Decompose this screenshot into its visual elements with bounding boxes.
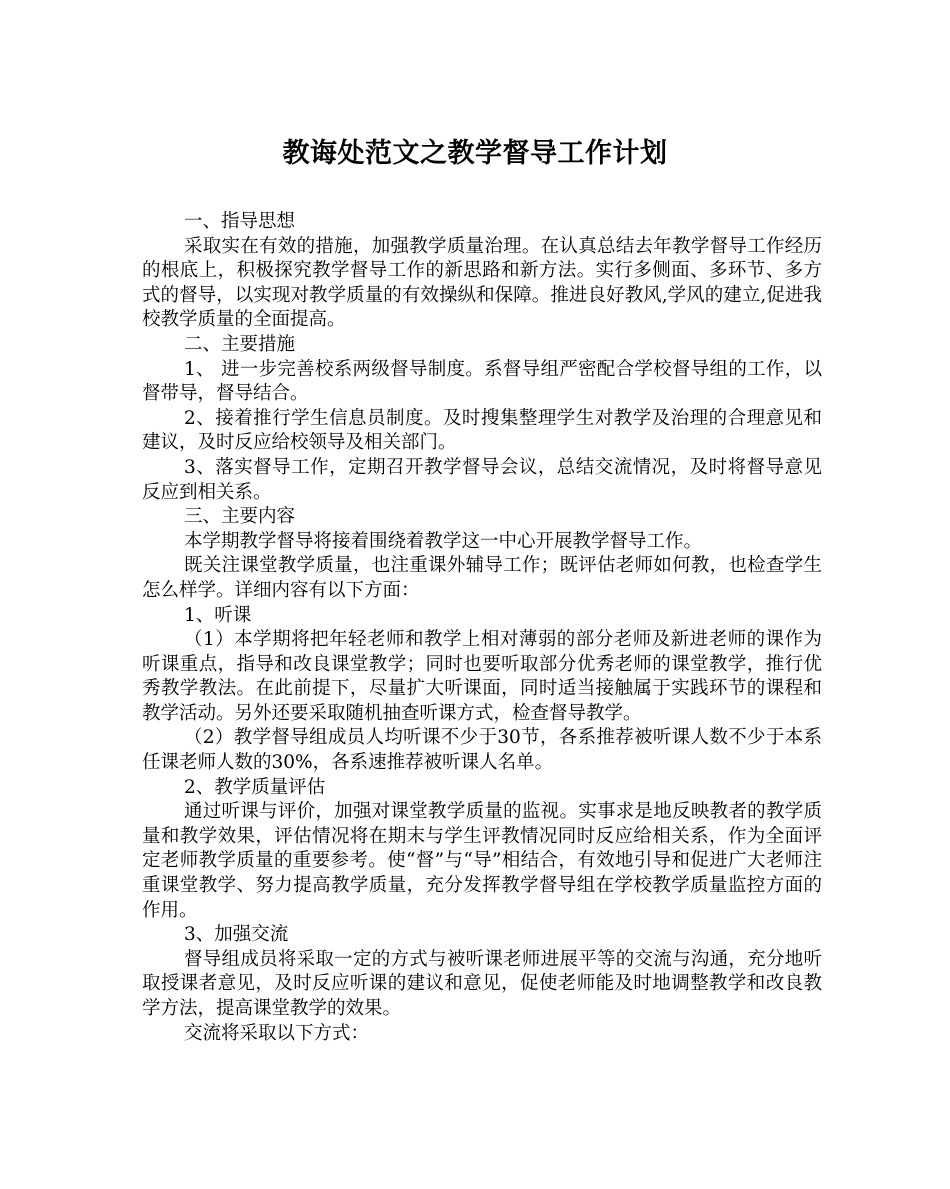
subsection-heading: 2、教学质量评估 (184, 776, 326, 798)
section-heading: 三、主要内容 (184, 506, 296, 528)
list-item: 3、落实督导工作，定期召开教学督导会议，总结交流情况，及时将督导意见反应到相关系。 (142, 456, 822, 503)
body-paragraph: 督导组成员将采取一定的方式与被听课老师进展平等的交流与沟通，充分地听取授课者意见，及时反应听课的建议和意见，促使老师能及时地调整教学和改良教学方法，提高课堂教学的效果。 (142, 948, 822, 1019)
body-paragraph: （2）教学督导组成员人均听课不少于30节，各系推荐被听课人数不少于本系任课老师人数的30%，各系速推荐被听课人名单。 (142, 727, 822, 774)
section-heading: 二、主要措施 (184, 333, 296, 355)
list-item: 1、 进一步完善校系两级督导制度。系督导组严密配合学校督导组的工作，以督带导，督导结合。 (142, 358, 822, 405)
body-paragraph: 交流将采取以下方式： (184, 1022, 370, 1044)
body-paragraph: 本学期教学督导将接着围绕着教学这一中心开展教学督导工作。 (184, 530, 703, 552)
document-body (142, 210, 822, 1046)
document-title: 教诲处范文之教学督导工作计划 (282, 138, 668, 169)
body-paragraph: 既关注课堂教学质量，也注重课外辅导工作；既评估老师如何教，也检查学生怎么样学。详细内容有以下方面： (142, 555, 822, 601)
subsection-heading: 1、听课 (184, 604, 252, 626)
subsection-heading: 3、加强交流 (184, 924, 289, 946)
body-paragraph: 采取实在有效的措施，加强教学质量治理。在认真总结去年教学督导工作经历的根底上，积极探究教学督导工作的新思路和新方法。实行多侧面、多环节、多方式的督导，以实现对教学质量的有效操纵和保障。推进良好教风,学风的建立,促进我校教学质量的全面提高。 (142, 235, 822, 331)
body-paragraph: （1）本学期将把年轻老师和教学上相对薄弱的部分老师及新进老师的课作为听课重点，指导和改良课堂教学；同时也要听取部分优秀老师的课堂教学，推行优秀教学教法。在此前提下，尽量扩大听课面，同时适当接触属于实践环节的课程和教学活动。另外还要采取随机抽查听课方式，检查督导教学。 (142, 629, 822, 724)
section-heading: 一、指导思想 (184, 211, 296, 232)
list-item: 2、接着推行学生信息员制度。及时搜集整理学生对教学及治理的合理意见和建议，及时反应给校领导及相关部门。 (142, 407, 822, 454)
body-paragraph: 通过听课与评价，加强对课堂教学质量的监视。实事求是地反映教者的教学质量和教学效果，评估情况将在期末与学生评教情况同时反应给相关系，作为全面评定老师教学质量的重要参考。使“督”与“导”相结合，有效地引导和促进广大老师注重课堂教学、努力提高教学质量，充分发挥教学督导组在学校教学质量监控方面的作用。 (142, 801, 822, 921)
